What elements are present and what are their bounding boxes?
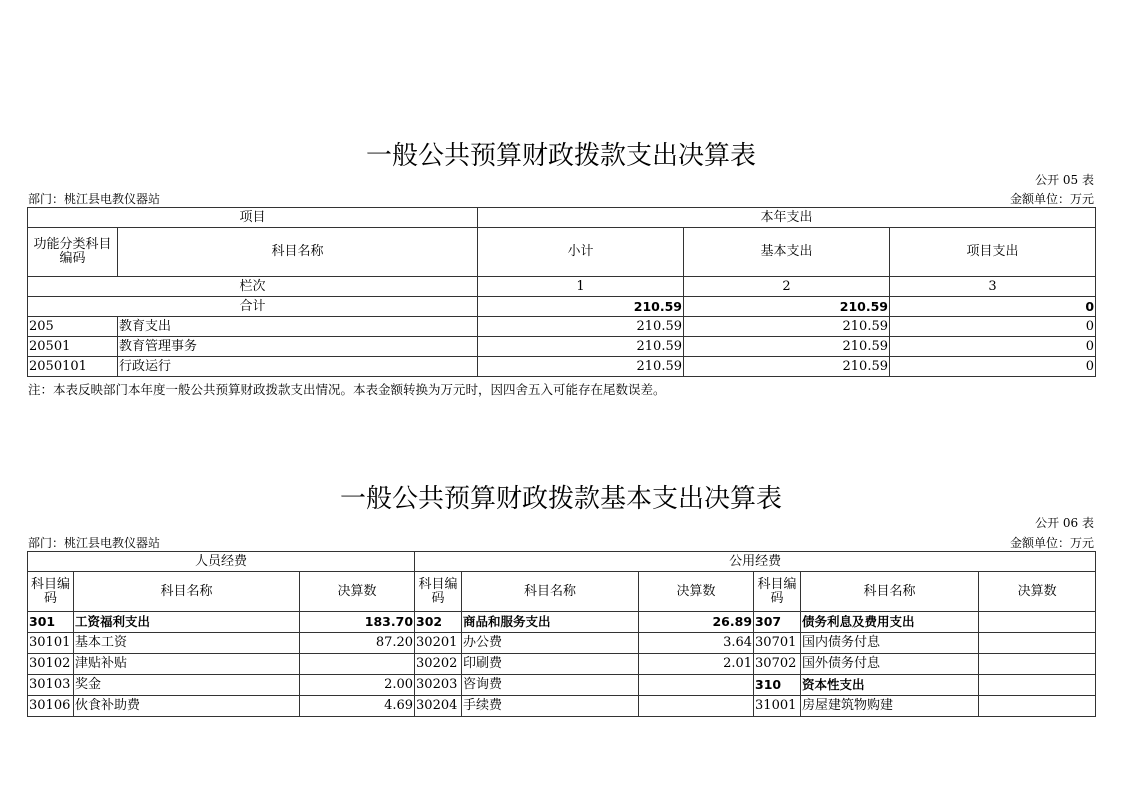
table2-title: 一般公共预算财政拨款基本支出决算表	[339, 484, 782, 514]
table1-unit: 金额单位：万元	[1009, 192, 1094, 206]
row-project: 0	[890, 337, 1096, 357]
row-name: 咨询费	[462, 675, 639, 696]
row-amount	[639, 675, 754, 696]
row-name: 手续费	[462, 696, 639, 717]
row-name: 房屋建筑物购建	[801, 696, 979, 717]
row-code: 302	[415, 612, 462, 633]
total-subtotal: 210.59	[478, 297, 684, 317]
column-index-2: 2	[684, 277, 890, 297]
row-name: 国内债务付息	[801, 633, 979, 654]
row-code: 30702	[754, 654, 801, 675]
row-amount: 26.89	[639, 612, 754, 633]
row-code: 30201	[415, 633, 462, 654]
header-amount: 决算数	[979, 572, 1096, 612]
row-name: 国外债务付息	[801, 654, 979, 675]
row-name: 教育管理事务	[118, 337, 478, 357]
column-index-label: 栏次	[28, 277, 478, 297]
row-code: 30203	[415, 675, 462, 696]
row-project: 0	[890, 357, 1096, 377]
table-row	[28, 675, 1096, 696]
header-basic: 基本支出	[684, 228, 890, 277]
table2-unit: 金额单位：万元	[1009, 536, 1094, 550]
row-code: 30101	[28, 633, 74, 654]
header-code: 功能分类科目编码	[28, 228, 118, 277]
table-row	[28, 317, 1096, 337]
header-personnel-expense: 人员经费	[28, 552, 415, 572]
column-index-1: 1	[478, 277, 684, 297]
table1-code: 公开 05 表	[1035, 173, 1094, 187]
row-name: 印刷费	[462, 654, 639, 675]
header-code: 科目编码	[28, 572, 74, 612]
row-code: 307	[754, 612, 801, 633]
row-name: 行政运行	[118, 357, 478, 377]
table-row	[28, 633, 1096, 654]
row-code: 30106	[28, 696, 74, 717]
column-index-3: 3	[890, 277, 1096, 297]
row-name: 教育支出	[118, 317, 478, 337]
table-row	[28, 696, 1096, 717]
row-basic: 210.59	[684, 357, 890, 377]
row-name: 资本性支出	[801, 675, 979, 696]
row-code: 30204	[415, 696, 462, 717]
row-amount: 2.00	[300, 675, 415, 696]
row-subtotal: 210.59	[478, 357, 684, 377]
header-year-expense: 本年支出	[478, 208, 1096, 228]
row-code: 301	[28, 612, 74, 633]
total-basic: 210.59	[684, 297, 890, 317]
row-amount	[979, 675, 1096, 696]
header-name: 科目名称	[801, 572, 979, 612]
header-name: 科目名称	[74, 572, 300, 612]
header-subtotal: 小计	[478, 228, 684, 277]
total-label: 合计	[28, 297, 478, 317]
header-public-expense: 公用经费	[415, 552, 1096, 572]
table-row	[28, 654, 1096, 675]
row-amount: 2.01	[639, 654, 754, 675]
row-name: 工资福利支出	[74, 612, 300, 633]
row-amount	[979, 654, 1096, 675]
header-code: 科目编码	[754, 572, 801, 612]
header-name: 科目名称	[118, 228, 478, 277]
table1-department: 部门：桃江县电教仪器站	[28, 192, 161, 206]
row-code: 30202	[415, 654, 462, 675]
row-amount	[979, 612, 1096, 633]
row-amount: 87.20	[300, 633, 415, 654]
row-code: 30103	[28, 675, 74, 696]
row-amount	[979, 633, 1096, 654]
row-amount: 3.64	[639, 633, 754, 654]
row-amount	[979, 696, 1096, 717]
table2-code: 公开 06 表	[1035, 516, 1094, 530]
header-project: 项目支出	[890, 228, 1096, 277]
row-code: 205	[28, 317, 118, 337]
row-name: 奖金	[74, 675, 300, 696]
row-subtotal: 210.59	[478, 337, 684, 357]
row-project: 0	[890, 317, 1096, 337]
row-basic: 210.59	[684, 337, 890, 357]
header-name: 科目名称	[462, 572, 639, 612]
row-amount	[639, 696, 754, 717]
row-name: 债务利息及费用支出	[801, 612, 979, 633]
row-basic: 210.59	[684, 317, 890, 337]
row-name: 津贴补贴	[74, 654, 300, 675]
table1	[27, 207, 1096, 377]
row-amount: 183.70	[300, 612, 415, 633]
table2	[27, 551, 1096, 717]
table1-title: 一般公共预算财政拨款支出决算表	[365, 141, 756, 171]
table1-note: 注：本表反映部门本年度一般公共预算财政拨款支出情况。本表金额转换为万元时，因四舍五入可能存在尾数误差。	[28, 382, 666, 397]
table2-department: 部门：桃江县电教仪器站	[28, 536, 161, 550]
row-code: 2050101	[28, 357, 118, 377]
header-item: 项目	[28, 208, 478, 228]
table-row	[28, 612, 1096, 633]
table-row	[28, 357, 1096, 377]
total-project: 0	[890, 297, 1096, 317]
row-code: 31001	[754, 696, 801, 717]
row-code: 30701	[754, 633, 801, 654]
header-code: 科目编码	[415, 572, 462, 612]
row-code: 310	[754, 675, 801, 696]
table-row	[28, 337, 1096, 357]
row-name: 基本工资	[74, 633, 300, 654]
row-name: 办公费	[462, 633, 639, 654]
row-amount	[300, 654, 415, 675]
row-code: 20501	[28, 337, 118, 357]
header-amount: 决算数	[639, 572, 754, 612]
row-name: 伙食补助费	[74, 696, 300, 717]
header-amount: 决算数	[300, 572, 415, 612]
row-name: 商品和服务支出	[462, 612, 639, 633]
row-amount: 4.69	[300, 696, 415, 717]
row-code: 30102	[28, 654, 74, 675]
row-subtotal: 210.59	[478, 317, 684, 337]
